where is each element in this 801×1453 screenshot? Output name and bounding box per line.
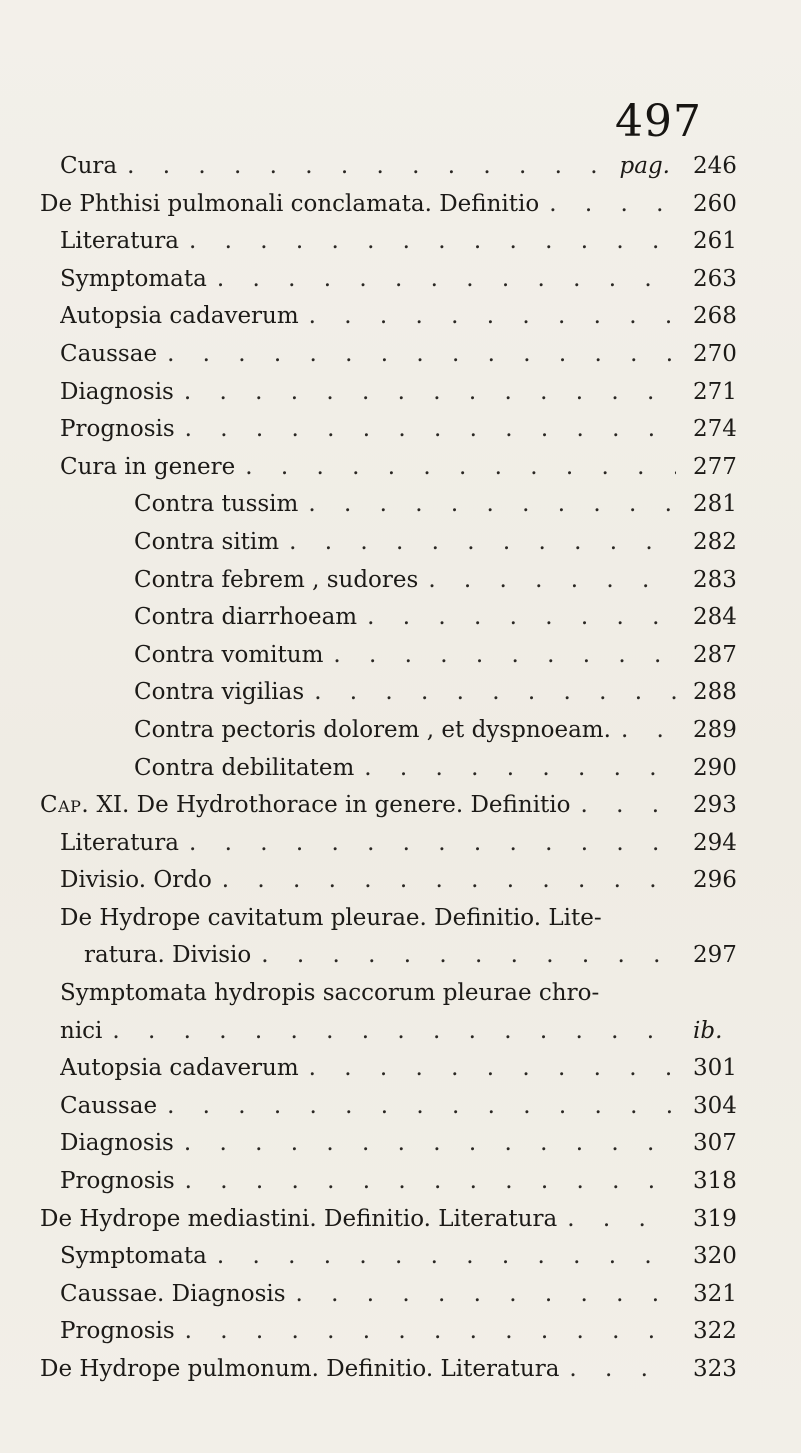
toc-entry-page: 296 [693, 867, 737, 894]
toc-entry [0, 449, 801, 487]
toc-entry-title: Autopsia cadaverum [60, 303, 299, 330]
page-number: 497 [615, 96, 702, 147]
toc-entry-title: Caussae [60, 1092, 158, 1119]
toc-entry-page: 297 [693, 942, 737, 969]
toc-entry [0, 524, 801, 562]
toc-entry-title: De Hydrope cavitatum pleurae. Definitio. Lite- [60, 904, 602, 931]
toc-entry [0, 1276, 801, 1314]
toc-entry-title: Prognosis [60, 1318, 175, 1345]
toc-entry-page: 304 [693, 1092, 737, 1119]
toc-entry [0, 712, 801, 750]
toc-entry [0, 599, 801, 637]
toc-entry-page: 288 [693, 679, 737, 706]
toc-entry-title: Contra sitim [134, 528, 280, 555]
dot-leader [175, 411, 676, 449]
toc-entry-page: 294 [693, 829, 737, 856]
toc-entry-page: 263 [693, 265, 737, 292]
toc-entry-page: 268 [693, 303, 737, 330]
toc-entry [0, 562, 801, 600]
toc-entry-page: 271 [693, 378, 737, 405]
toc-entry-page: 260 [693, 190, 737, 217]
toc-entry [0, 862, 801, 900]
dot-leader [102, 1013, 676, 1051]
dot-leader [611, 712, 676, 750]
toc-entry-title: Contra tussim [134, 491, 299, 518]
dot-leader [235, 449, 676, 487]
dot-leader [212, 862, 676, 900]
chapter-label: Cap. [40, 792, 90, 819]
toc-entry-page: 283 [693, 566, 737, 593]
toc-entry [0, 1125, 801, 1163]
dot-leader [559, 1351, 676, 1389]
dot-leader [117, 148, 619, 186]
toc-entry-page: 293 [693, 792, 737, 819]
toc-entry [0, 637, 801, 675]
toc-entry-title: Autopsia cadaverum [60, 1055, 299, 1082]
toc-entry [0, 1088, 801, 1126]
toc-entry-page: 323 [693, 1356, 737, 1382]
page-abbrev: pag. [619, 153, 670, 179]
toc-entry-title: De Phthisi pulmonali conclamata. Definitio [40, 190, 540, 217]
toc-entry [0, 1238, 801, 1276]
dot-leader [175, 1163, 676, 1201]
toc-entry-title: Diagnosis [60, 1130, 174, 1157]
dot-leader [207, 261, 676, 299]
toc-entry-page: 322 [693, 1318, 737, 1345]
dot-leader [174, 1125, 676, 1163]
toc-entry-page: 261 [693, 228, 737, 255]
toc-entry-title: Symptomata [60, 265, 207, 292]
dot-leader [175, 1313, 676, 1351]
dot-leader [304, 674, 676, 712]
toc-entry-title: Caussae [60, 340, 158, 367]
toc-entry-title: Literatura [60, 228, 179, 255]
toc-entry-page: 318 [693, 1168, 737, 1195]
toc-entry-title: Contra vigilias [134, 679, 305, 706]
dot-leader [251, 937, 676, 975]
toc-entry-title-continued: ratura. Divisio [84, 942, 252, 969]
toc-entry-page: 301 [693, 1055, 737, 1082]
toc-entry-page: 307 [693, 1130, 737, 1157]
dot-leader [357, 599, 676, 637]
toc-entry-page: ib. [693, 1017, 723, 1044]
toc-entry-page: 289 [693, 716, 737, 743]
toc-entry-page: 320 [693, 1243, 737, 1270]
toc-entry-title: Diagnosis [60, 378, 174, 405]
toc-entry-page: 287 [693, 641, 737, 668]
toc-entry-title: Symptomata [60, 1243, 207, 1270]
toc-entry [0, 1163, 801, 1201]
dot-leader [539, 186, 676, 224]
toc-entry-title: Divisio. Ordo [60, 867, 212, 894]
toc-entry-title: De Hydrope mediastini. Definitio. Literatura [40, 1205, 558, 1232]
toc-entry [0, 1201, 801, 1239]
toc-entry [0, 1313, 801, 1351]
toc-entry-page: 270 [693, 340, 737, 367]
dot-leader [323, 637, 676, 675]
toc-entry [0, 186, 801, 224]
dot-leader [279, 524, 676, 562]
toc-entry [0, 411, 801, 449]
toc-entry-page: 277 [693, 453, 737, 480]
dot-leader [286, 1276, 676, 1314]
toc-entry [0, 148, 801, 186]
toc-entry-page: 282 [693, 528, 737, 555]
toc-entry-title: Prognosis [60, 1168, 175, 1195]
toc-entry [0, 674, 801, 712]
toc-entry [0, 223, 801, 261]
toc-entry [0, 1050, 801, 1088]
dot-leader [174, 374, 676, 412]
toc-entry-page: 319 [693, 1205, 737, 1232]
dot-leader [571, 787, 677, 825]
toc-entry-title: Contra debilitatem [134, 754, 355, 781]
dot-leader [418, 562, 676, 600]
toc-entry-title: Contra febrem , sudores [134, 566, 419, 593]
dot-leader [298, 486, 676, 524]
toc-entry-page: 274 [693, 416, 737, 443]
dot-leader [157, 1088, 676, 1126]
dot-leader [354, 750, 676, 788]
toc-entry-page: 284 [693, 604, 737, 631]
toc-entry-title: Cura [60, 153, 118, 179]
dot-leader [157, 336, 676, 374]
toc-entry-page: 321 [693, 1280, 737, 1307]
toc-entry-title: Contra vomitum [134, 641, 324, 668]
toc-entry-page: 290 [693, 754, 737, 781]
toc-entry [0, 900, 801, 975]
toc-entry-title: Symptomata hydropis saccorum pleurae chro- [60, 980, 600, 1007]
toc-entry [0, 298, 801, 336]
toc-chapter-entry [0, 787, 801, 825]
dot-leader [557, 1201, 676, 1239]
toc-entry-title: Prognosis [60, 416, 175, 443]
dot-leader [179, 825, 676, 863]
table-of-contents [0, 148, 801, 1389]
toc-entry-title: XI. De Hydrothorace in genere. Definitio [96, 792, 571, 819]
toc-entry-title-continued: nici [60, 1017, 103, 1044]
toc-entry [0, 975, 801, 1050]
toc-entry [0, 486, 801, 524]
toc-entry-title: Caussae. Diagnosis [60, 1280, 286, 1307]
dot-leader [207, 1238, 676, 1276]
toc-entry-title: De Hydrope pulmonum. Definitio. Literatura [40, 1356, 560, 1382]
toc-entry [0, 750, 801, 788]
toc-entry-title: Contra diarrhoeam [134, 604, 358, 631]
dot-leader [299, 298, 676, 336]
dot-leader [179, 223, 676, 261]
toc-entry [0, 1351, 801, 1389]
toc-entry [0, 374, 801, 412]
toc-entry-title: Literatura [60, 829, 179, 856]
toc-entry [0, 825, 801, 863]
toc-entry-title: Cura in genere [60, 453, 236, 480]
toc-entry [0, 336, 801, 374]
toc-entry-page: 246 [693, 153, 737, 179]
toc-entry-page: 281 [693, 491, 737, 518]
toc-entry [0, 261, 801, 299]
dot-leader [299, 1050, 676, 1088]
toc-entry-title: Contra pectoris dolorem , et dyspnoeam. [134, 716, 611, 743]
